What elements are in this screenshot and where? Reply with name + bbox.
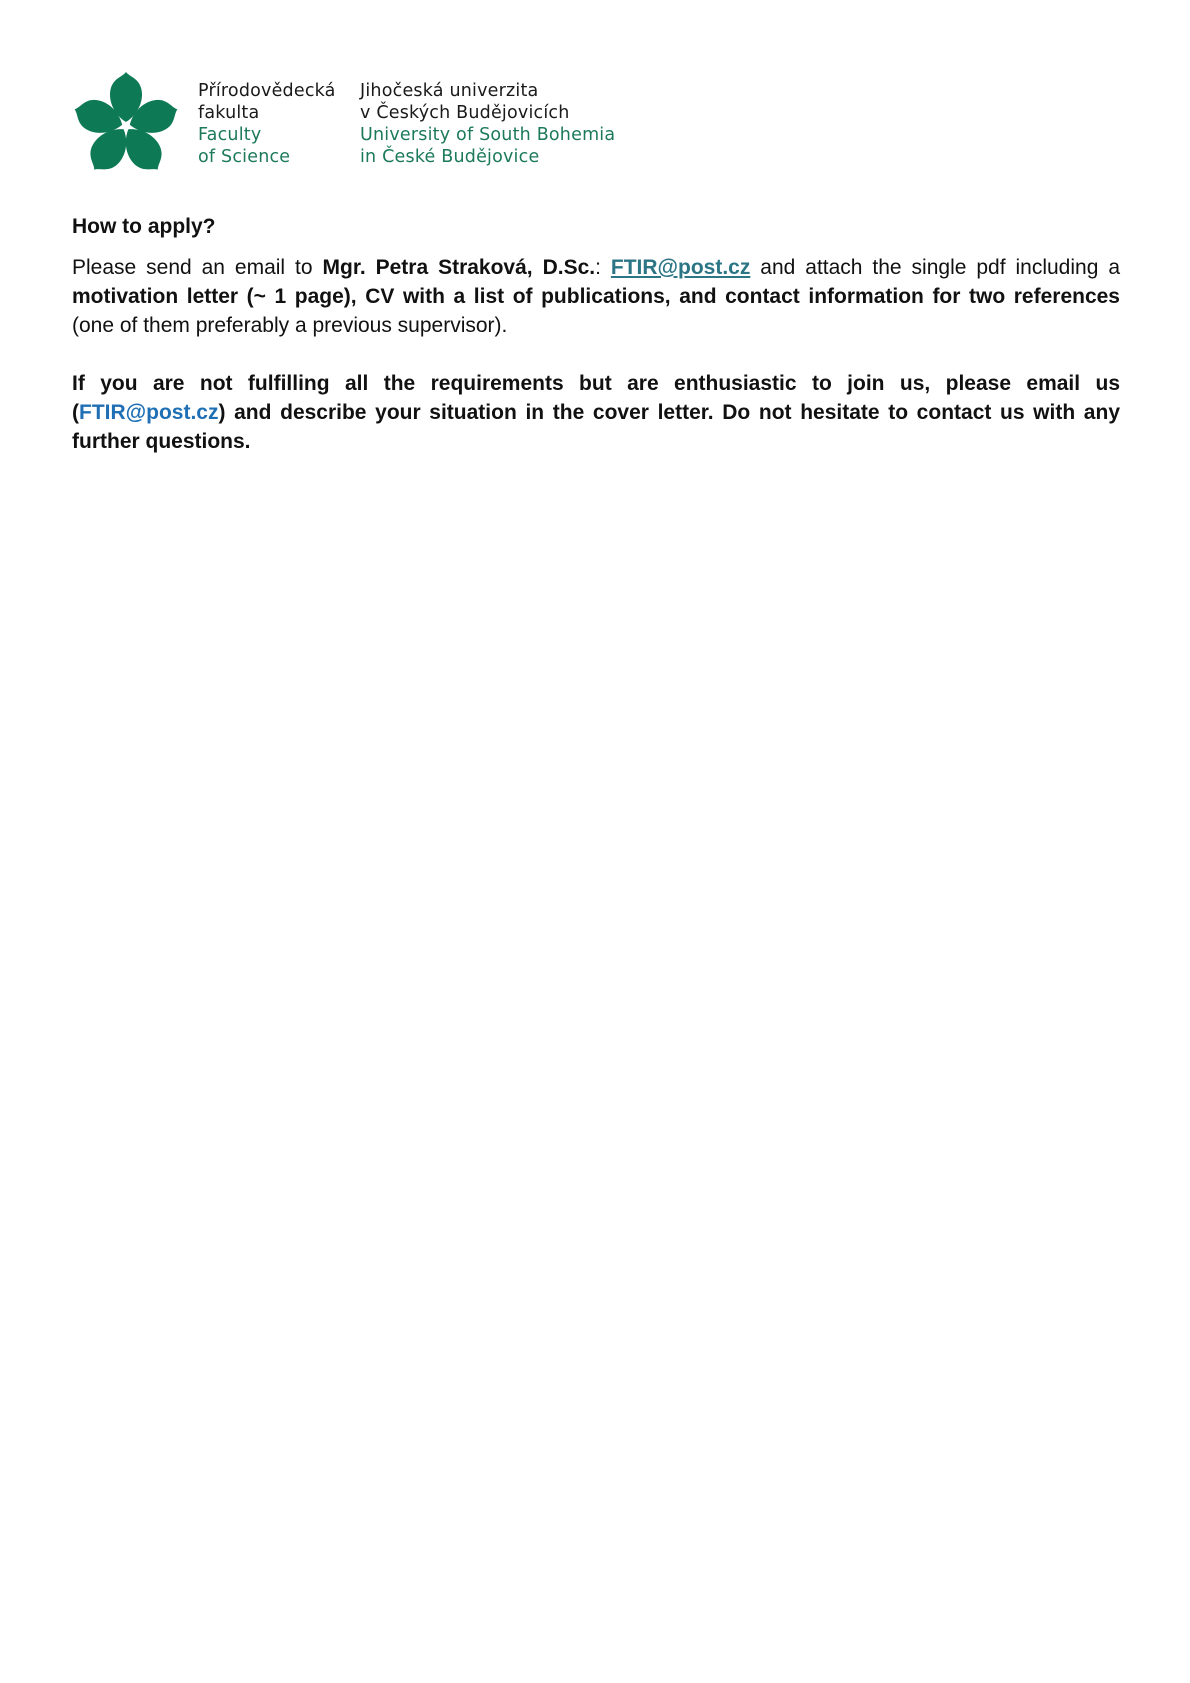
apply-section xyxy=(72,212,1120,456)
p1-text2: and attach the single pdf including a xyxy=(750,256,1120,279)
p1-text3: (one of them preferably a previous supervisor). xyxy=(72,314,508,337)
section-heading: How to apply? xyxy=(72,215,216,238)
university-name-cz-line1: Jihočeská univerzita xyxy=(360,81,539,101)
faculty-name-block xyxy=(198,80,336,168)
university-name-en-line1: University of South Bohemia xyxy=(360,125,616,145)
faculty-name-cz-line2: fakulta xyxy=(198,103,260,123)
p2-text1: If you are not fulfilling all the requirements but are enthusiastic to join us, please email us ( xyxy=(72,372,1120,424)
faculty-name-en-line2: of Science xyxy=(198,147,291,167)
flower-logo-icon xyxy=(70,70,182,178)
p1-text1: Please send an email to xyxy=(72,256,323,279)
p2-text2: ) and describe your situation in the cover letter. Do not hesitate to contact us with any further questions. xyxy=(72,401,1120,453)
faculty-name-cz-line1: Přírodovědecká xyxy=(198,81,336,101)
contact-email-link[interactable]: FTIR@post.cz xyxy=(610,256,751,279)
contact-name: Mgr. Petra Straková, D.Sc. xyxy=(322,256,596,279)
contact-email-link-2[interactable]: FTIR@post.cz xyxy=(79,401,219,424)
faculty-name-en-line1: Faculty xyxy=(198,125,262,145)
university-name-block xyxy=(360,80,615,168)
required-documents: motivation letter (~ 1 page), CV with a list of publications, and contact information for two references xyxy=(72,285,1120,308)
university-name-cz-line2: v Českých Budějovicích xyxy=(360,103,570,123)
university-header xyxy=(70,70,670,180)
university-name-en-line2: in České Budějovice xyxy=(360,147,540,167)
encouragement-paragraph xyxy=(72,369,1120,456)
p1-colon: : xyxy=(595,256,611,279)
apply-instructions-paragraph xyxy=(72,253,1120,340)
